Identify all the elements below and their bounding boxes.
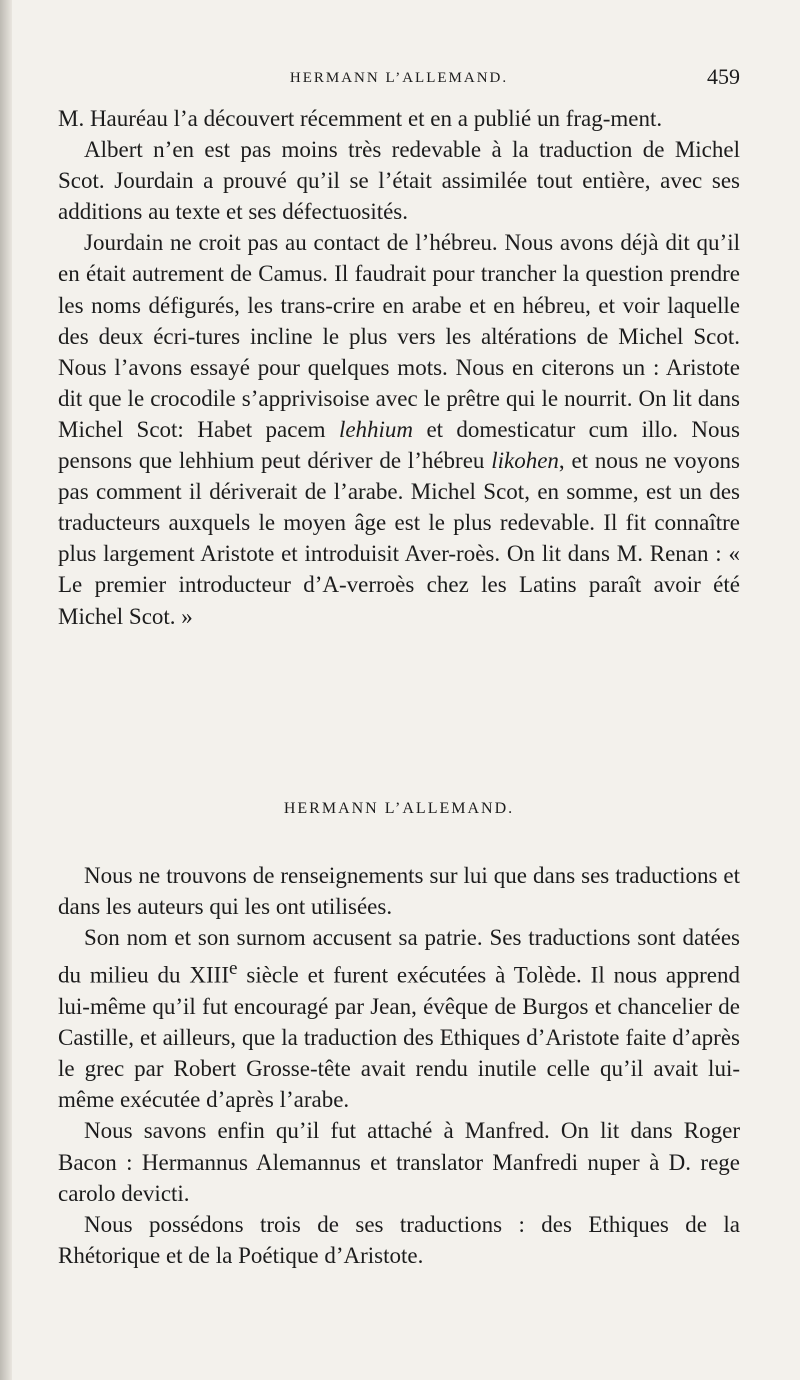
paragraph: Nous savons enfin qu’il fut attaché à Manfred. On lit dans Roger Bacon : Hermannus Alemannus et translator Manfredi nuper à D. rege carolo devicti. — [58, 1118, 740, 1206]
page-number: 459 — [707, 64, 740, 89]
text-span: siècle et furent exécutées à Tolède. Il nous apprend lui-même qu’il fut encouragé par Jean, évêque de Burgos et chancelier de Castille, et ailleurs, que la traduction des Ethiques d’Aristote faite d’après le grec par Robert Grosse-tête avait rendu inutile celle qu’il avait lui-même exécutée d’après l’arabe. — [58, 962, 740, 1113]
text-span: , et nous ne voyons pas comment il dériverait de l’arabe. Michel Scot, en somme, est un des traducteurs auxquels le moyen âge est le plus redevable. Il fit connaître plus largement Aristote et introduisit Aver-roès. On lit dans M. Renan : « Le premier introducteur d’A-verroès chez les Latins paraît avoir été Michel Scot. » — [58, 448, 740, 629]
italic-term: likohen — [491, 448, 559, 474]
text-span: Jourdain ne croit pas au contact de l’hébreu. Nous avons déjà dit qu’il en était autrement de Camus. Il faudrait pour trancher la question prendre les noms défigurés, les trans-crire en arabe et en hébreu, et voir laquelle des deux écri-tures incline le plus vers les altérations de Michel Scot. Nous l’avons essayé pour quelques mots. Nous en citerons un : Aristote dit que le crocodile s’apprivisoise avec le prêtre qui le nourrit. On lit dans Michel Scot: Habet pacem — [58, 230, 740, 442]
section-michel-scot — [58, 103, 740, 632]
page-edge — [0, 0, 12, 1380]
paragraph: Albert n’en est pas moins très redevable à la traduction de Michel Scot. Jourdain a prouvé qu’il se l’était assimilée tout entière, avec ses additions au texte et ses défectuosités. — [58, 137, 740, 225]
paragraph — [58, 922, 740, 1115]
text-span: et domesticatur cum illo. Nous pensons que lehhium peut dériver de l’hébreu — [58, 416, 740, 474]
paragraph: Nous ne trouvons de renseignements sur lui que dans ses traductions et dans les auteurs qui les ont utilisées. — [58, 863, 740, 920]
running-head — [58, 64, 740, 94]
text-span: Son nom et son surnom accusent sa patrie. Ses traductions sont datées du milieu du XIII — [58, 925, 740, 988]
running-title: HERMANN L’ALLEMAND. — [289, 70, 509, 86]
paragraph — [58, 227, 740, 631]
italic-term: lehhium — [338, 416, 414, 442]
section-heading: HERMANN L’ALLEMAND. — [283, 800, 515, 817]
paragraph: Nous possédons trois de ses traductions : des Ethiques de la Rhétorique et de la Poétique d’Aristote. — [58, 1211, 740, 1268]
superscript: e — [228, 958, 238, 980]
paragraph: M. Hauréau l’a découvert récemment et en a publié un frag-ment. — [58, 106, 663, 131]
section-hermann — [58, 860, 740, 1271]
